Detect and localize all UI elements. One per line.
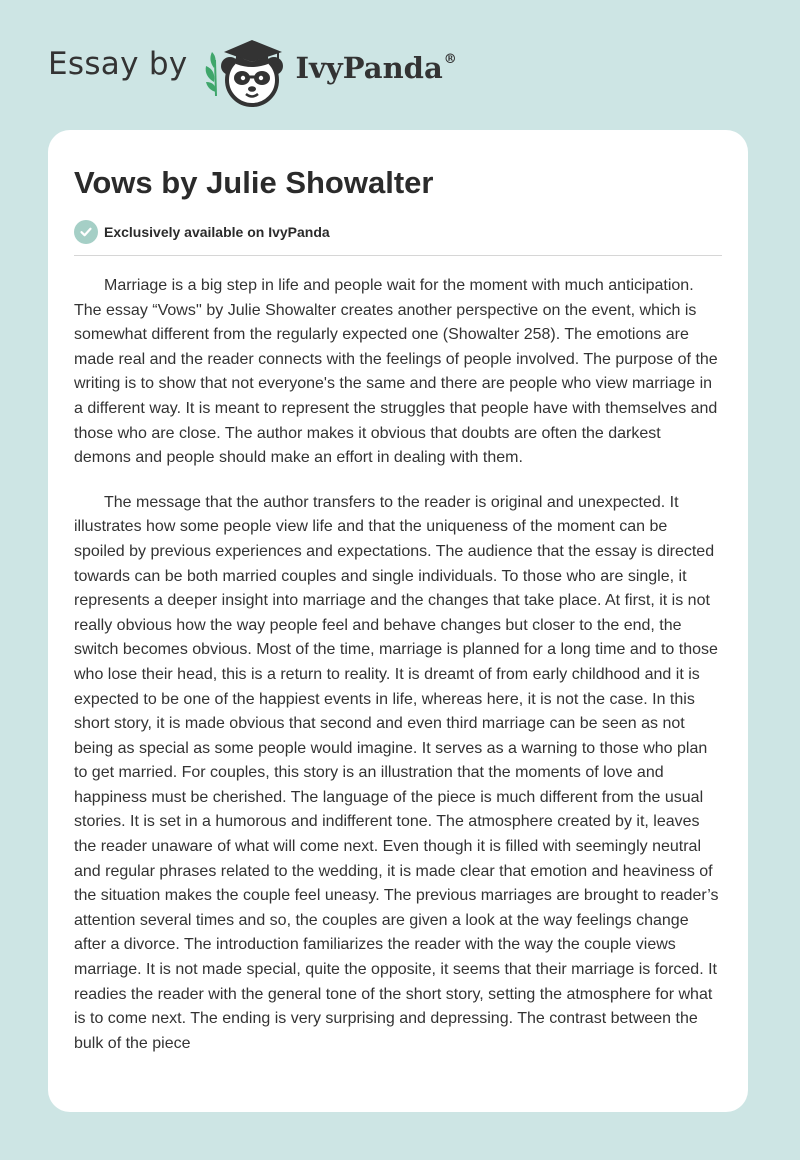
registered-mark: ®: [443, 52, 457, 68]
check-circle-icon: [74, 220, 98, 244]
panda-graduate-logo-icon[interactable]: [202, 30, 290, 110]
exclusive-label: Exclusively available on IvyPanda: [104, 224, 330, 240]
essay-by-label: Essay by: [48, 46, 188, 82]
exclusive-note: [74, 219, 722, 245]
brand-text: IvyPanda: [295, 51, 443, 85]
page-title: Vows by Julie Showalter: [74, 165, 434, 200]
paragraph-1: Marriage is a big step in life and people wait for the moment with much anticipation. The essay “Vows'' by Julie Showalter creates another perspective on the event, which is somewhat different from the regularly expected one (Showalter 258). The emotions are made real and the reader connects with the feelings of people involved. The purpose of the writing is to show that not everyone's the same and there are people who view marriage in a different way. It is meant to represent the struggles that people have with themselves and those who are close. The author makes it obvious that doubts are often the darkest demons and people should make an effort in dealing with them.: [74, 277, 718, 467]
site-header: [48, 30, 457, 110]
paragraph-2: The message that the author transfers to the reader is original and unexpected. It illustrates how some people view life and that the uniqueness of the moment can be spoiled by previous experiences and expectations. The audience that the essay is directed towards can be both married couples and single individuals. To those who are single, it represents a deeper insight into marriage and the changes that take place. At first, it is not really obvious how the way people feel and behave changes but closer to the end, the switch becomes obvious. Most of the time, marriage is planned for a long time and to those who lose their head, this is a return to reality. It is dreamt of from early childhood and it is expected to be one of the happiest events in life, whereas here, it is not the case. In this short story, it is made obvious that second and even third marriage can be seen as not being as special as some people would imagine. It serves as a warning to those who plan to get married. For couples, this story is an illustration that the moments of love and happiness must be cherished. The language of the piece is much different from the usual stories. It is set in a humorous and indifferent tone. The atmosphere created by it, leaves the reader unaware of what will come next. Even though it is filled with seemingly neutral and regular phrases related to the wedding, it is made clear that emotion and heaviness of the situation makes the couple feel uneasy. The previous marriages are brought to reader’s attention several times and so, the couples are given a look at the way feelings change after a divorce. The introduction familiarizes the reader with the way the couple views marriage. It is not made special, quite the opposite, it seems that their marriage is forced. It readies the reader with the general tone of the short story, setting the atmosphere for what is to come next. The ending is very surprising and depressing. The contrast between the bulk of the piece: [74, 493, 719, 1052]
title-divider: [74, 255, 722, 256]
essay-body: [74, 274, 722, 1056]
brand-name[interactable]: [296, 51, 457, 85]
essay-card: [48, 130, 748, 1112]
